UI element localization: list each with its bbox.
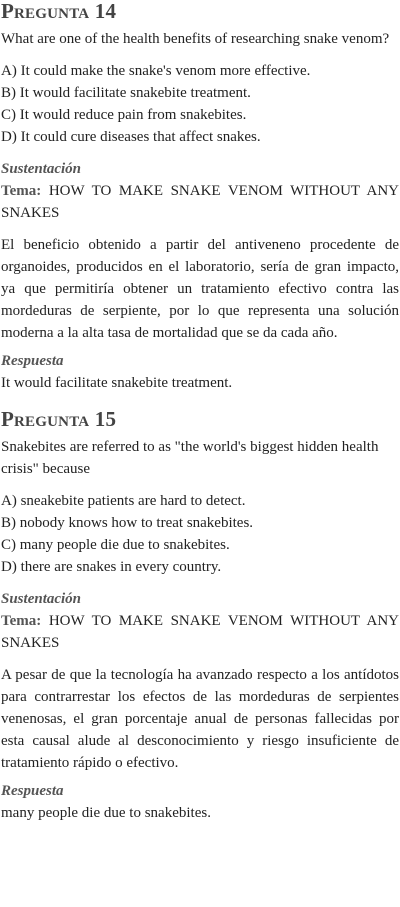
tema-label: Tema: — [1, 183, 42, 199]
sustentacion-heading: Sustentación — [1, 591, 82, 607]
option-c: C) many people die due to snakebites. — [1, 537, 230, 553]
option-a: A) It could make the snake's venom more effective. — [1, 63, 311, 79]
answer-text: many people die due to snakebites. — [1, 805, 211, 821]
question-number: 14 — [94, 0, 117, 23]
question-heading — [1, 408, 399, 430]
sustentacion-heading: Sustentación — [1, 161, 82, 177]
respuesta-heading: Respuesta — [1, 783, 64, 799]
option-b: B) nobody knows how to treat snakebites. — [1, 515, 254, 531]
answer-text: It would facilitate snakebite treatment. — [1, 375, 233, 391]
tema-line — [1, 610, 399, 654]
tema-value: HOW TO MAKE SNAKE VENOM WITHOUT ANY SNAKES — [1, 613, 399, 651]
question-block-14 — [1, 0, 399, 394]
question-text: What are one of the health benefits of researching snake venom? — [1, 31, 390, 47]
question-heading-word: Pregunta — [1, 407, 90, 431]
question-number: 15 — [94, 407, 117, 431]
option-c: C) It would reduce pain from snakebites. — [1, 107, 247, 123]
question-heading — [1, 0, 399, 22]
question-heading-word: Pregunta — [1, 0, 90, 23]
option-b: B) It would facilitate snakebite treatment. — [1, 85, 251, 101]
explanation-paragraph: El beneficio obtenido a partir del antiveneno procedente de organoides, producidos en el laboratorio, sería de gran impacto, ya que permitiría obtener un tratamiento efectivo contra las mordeduras de serpiente, por lo que representa una solución moderna a la alta tasa de mortalidad que se da cada año. — [1, 237, 399, 341]
option-d: D) there are snakes in every country. — [1, 559, 222, 575]
option-a: A) sneakebite patients are hard to detect. — [1, 493, 246, 509]
question-text: Snakebites are referred to as "the world's biggest hidden health crisis" because — [1, 439, 379, 477]
option-d: D) It could cure diseases that affect snakes. — [1, 129, 261, 145]
tema-label: Tema: — [1, 613, 42, 629]
respuesta-heading: Respuesta — [1, 353, 64, 369]
answer-options — [1, 60, 399, 148]
question-block-15 — [1, 408, 399, 824]
tema-line — [1, 180, 399, 224]
answer-options — [1, 490, 399, 578]
tema-value: HOW TO MAKE SNAKE VENOM WITHOUT ANY SNAKES — [1, 183, 399, 221]
explanation-paragraph: A pesar de que la tecnología ha avanzado respecto a los antídotos para contrarrestar los efectos de las mordeduras de serpientes venenosas, el gran porcentaje anual de personas fallecidas por esta causal alude al desconocimiento y riesgo insuficiente de tratamiento rápido o efectivo. — [1, 667, 399, 771]
